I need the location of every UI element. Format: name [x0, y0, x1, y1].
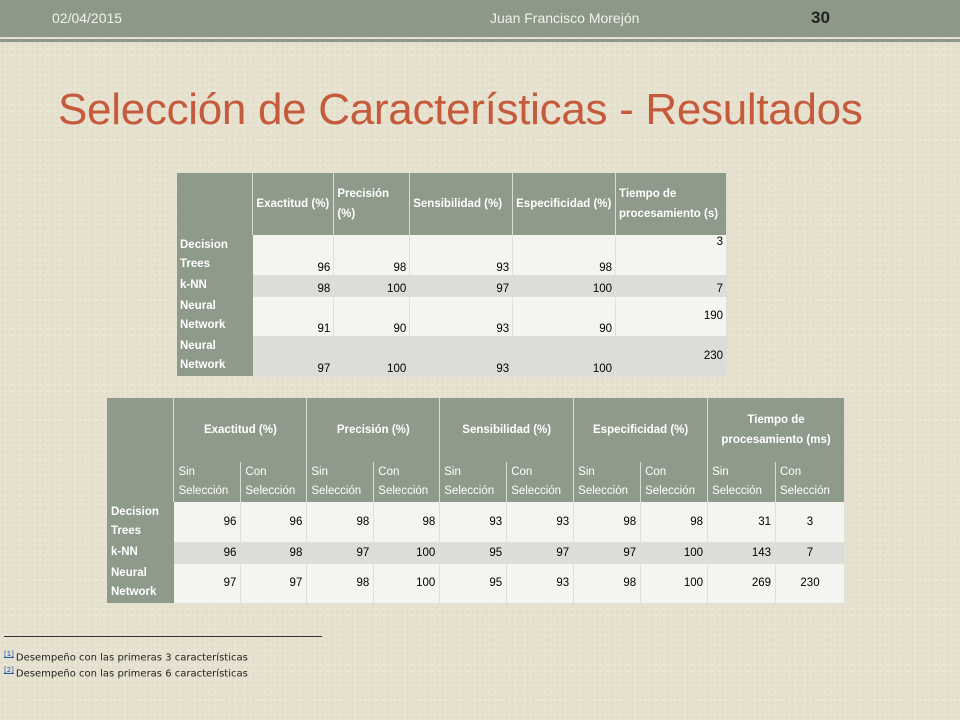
header-cell: Sensibilidad (%): [440, 398, 574, 462]
header-corner-cell: [177, 173, 253, 235]
table-cell: 190: [616, 296, 727, 336]
row-label: Neural Network: [177, 336, 253, 376]
table-row: [177, 275, 727, 296]
table-cell: 3: [776, 502, 845, 542]
footnote-ref[interactable]: [2]: [4, 666, 14, 674]
table-cell: 98: [374, 502, 440, 542]
table-cell: 97: [574, 542, 641, 563]
table-cell: 31: [708, 502, 776, 542]
table-cell: 90: [513, 296, 616, 336]
table-cell: 100: [641, 563, 708, 603]
table-cell: 100: [374, 563, 440, 603]
table-cell: 98: [574, 502, 641, 542]
table-row: [177, 336, 727, 376]
header-divider: [0, 39, 960, 42]
footnote-text: Desempeño con las primeras 6 características: [15, 668, 248, 680]
table-cell: 93: [507, 563, 574, 603]
table-cell: 100: [513, 275, 616, 296]
subheader-cell: Sin Selección: [174, 462, 241, 502]
table-cell: 96: [174, 502, 241, 542]
table-cell: 7: [776, 542, 845, 563]
table-cell: 100: [334, 336, 410, 376]
table-cell: 93: [410, 235, 513, 275]
table-cell: 230: [616, 336, 727, 376]
table-cell: 98: [241, 542, 307, 563]
table-cell: 100: [374, 542, 440, 563]
header-corner-cell: [107, 398, 174, 502]
table-cell: 100: [334, 275, 410, 296]
table-cell: 95: [440, 563, 507, 603]
table-cell: 143: [708, 542, 776, 563]
table-cell: 97: [410, 275, 513, 296]
table-cell: 3: [616, 235, 727, 275]
footnote-1: [4, 650, 248, 663]
table-cell: 96: [241, 502, 307, 542]
table-cell: 93: [410, 336, 513, 376]
table-cell: 97: [307, 542, 374, 563]
table-cell: 93: [507, 502, 574, 542]
results-table-2: [107, 398, 845, 604]
footnote-text: Desempeño con las primeras 3 características: [15, 652, 248, 664]
table-cell: 98: [253, 275, 334, 296]
table-cell: 95: [440, 542, 507, 563]
table-cell: 97: [174, 563, 241, 603]
row-label: Neural Network: [107, 563, 174, 603]
table-cell: 97: [241, 563, 307, 603]
table-row: [107, 502, 845, 542]
table-cell: 96: [253, 235, 334, 275]
subheader-cell: Sin Selección: [574, 462, 641, 502]
subheader-cell: Con Selección: [641, 462, 708, 502]
table-cell: 90: [334, 296, 410, 336]
subheader-cell: Con Selección: [374, 462, 440, 502]
row-label: Neural Network: [177, 296, 253, 336]
row-label: Decision Trees: [177, 235, 253, 275]
slide-date: 02/04/2015: [52, 10, 123, 26]
table-cell: 97: [253, 336, 334, 376]
header-cell: Especificidad (%): [513, 173, 616, 235]
table-cell: 98: [334, 235, 410, 275]
table-cell: 100: [513, 336, 616, 376]
table-header-row: [177, 173, 727, 235]
table-cell: 7: [616, 275, 727, 296]
table-cell: 98: [641, 502, 708, 542]
table-cell: 96: [174, 542, 241, 563]
header-cell: Especificidad (%): [574, 398, 708, 462]
slide-title: Selección de Características - Resultados: [58, 85, 863, 134]
table-cell: 98: [513, 235, 616, 275]
table-row: [177, 296, 727, 336]
footnote-ref[interactable]: [1]: [4, 650, 14, 658]
header-cell: Exactitud (%): [253, 173, 334, 235]
table-cell: 98: [307, 502, 374, 542]
row-label: k-NN: [107, 542, 174, 563]
header-cell: Tiempo de procesamiento (s): [616, 173, 727, 235]
table-cell: 91: [253, 296, 334, 336]
table-cell: 93: [410, 296, 513, 336]
header-cell: Precisión (%): [334, 173, 410, 235]
subheader-cell: Sin Selección: [440, 462, 507, 502]
table-cell: 93: [440, 502, 507, 542]
table-header-row: [107, 398, 845, 462]
slide-author: Juan Francisco Morejón: [490, 10, 640, 26]
table-cell: 269: [708, 563, 776, 603]
subheader-cell: Sin Selección: [307, 462, 374, 502]
table-cell: 230: [776, 563, 845, 603]
table-row: [107, 563, 845, 603]
row-label: Decision Trees: [107, 502, 174, 542]
table-cell: 98: [307, 563, 374, 603]
results-table-1: [177, 173, 727, 377]
table-cell: 98: [574, 563, 641, 603]
row-label: k-NN: [177, 275, 253, 296]
table-row: [107, 542, 845, 563]
table-row: [177, 235, 727, 275]
subheader-cell: Sin Selección: [708, 462, 776, 502]
header-cell: Sensibilidad (%): [410, 173, 513, 235]
slide-page-number: 30: [811, 8, 830, 27]
table-cell: 100: [641, 542, 708, 563]
footnote-2: [4, 666, 248, 679]
footnote-divider: [4, 636, 322, 637]
subheader-cell: Con Selección: [507, 462, 574, 502]
header-cell: Exactitud (%): [174, 398, 307, 462]
subheader-cell: Con Selección: [241, 462, 307, 502]
table-subheader-row: [107, 462, 845, 502]
table-cell: 97: [507, 542, 574, 563]
header-cell: Precisión (%): [307, 398, 440, 462]
header-cell: Tiempo de procesamiento (ms): [708, 398, 845, 462]
subheader-cell: Con Selección: [776, 462, 845, 502]
